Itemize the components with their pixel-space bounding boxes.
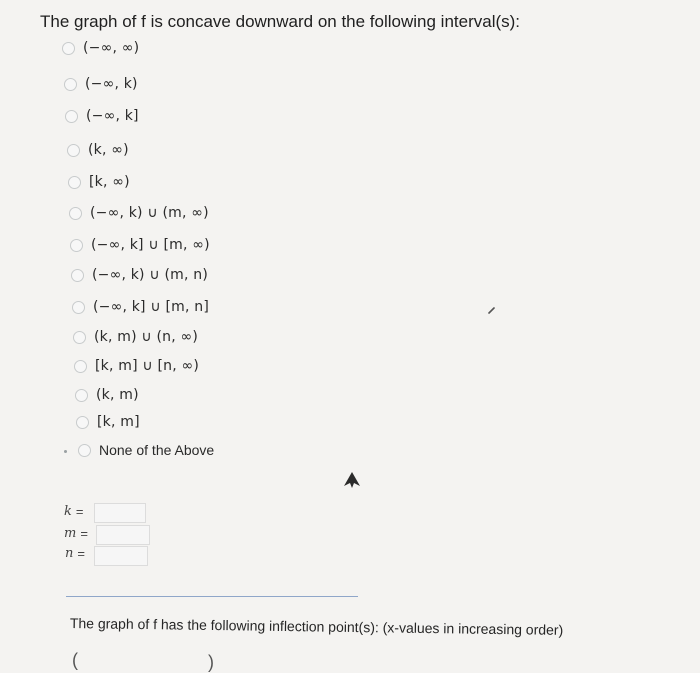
- section-divider: [66, 596, 358, 597]
- option-13[interactable]: [76, 414, 140, 430]
- radio-button[interactable]: [72, 301, 85, 314]
- radio-button[interactable]: [75, 389, 88, 402]
- m-input[interactable]: [96, 525, 150, 545]
- option-label: [k, m]: [97, 414, 140, 430]
- radio-button[interactable]: [64, 78, 77, 91]
- option-label: (−∞, k): [85, 76, 138, 92]
- option-label: (−∞, k] ∪ [m, ∞): [91, 237, 210, 253]
- radio-button[interactable]: [71, 269, 84, 282]
- radio-button[interactable]: [70, 239, 83, 252]
- option-6[interactable]: [69, 205, 209, 221]
- option-2[interactable]: [64, 76, 138, 92]
- open-paren: (: [72, 650, 78, 670]
- option-label: (−∞, k) ∪ (m, ∞): [90, 205, 209, 221]
- option-12[interactable]: [75, 387, 139, 403]
- radio-button[interactable]: [69, 207, 82, 220]
- option-1[interactable]: [62, 40, 139, 56]
- n-input[interactable]: [94, 546, 148, 566]
- n-row: [65, 546, 85, 561]
- radio-button[interactable]: [76, 416, 89, 429]
- radio-button[interactable]: [73, 331, 86, 344]
- k-equals: =: [75, 504, 84, 519]
- option-5[interactable]: [68, 174, 130, 190]
- option-9[interactable]: [72, 299, 209, 315]
- option-3[interactable]: [65, 108, 139, 124]
- option-4[interactable]: [67, 142, 129, 158]
- radio-button[interactable]: [74, 360, 87, 373]
- stray-mark: [488, 306, 496, 314]
- radio-button[interactable]: [78, 444, 91, 457]
- option-label: (−∞, ∞): [83, 40, 140, 56]
- radio-button[interactable]: [68, 176, 81, 189]
- option-7[interactable]: [70, 237, 210, 253]
- radio-button[interactable]: [62, 42, 75, 55]
- question2-title: [70, 615, 564, 638]
- question-title-text: The graph of f is concave downward on the following interval(s):: [40, 12, 521, 31]
- question2-title-text: The graph of f has the following inflection point(s): (x-values in increasing order): [69, 615, 564, 638]
- option-14[interactable]: [78, 442, 214, 458]
- option-label: (−∞, k]: [86, 108, 139, 124]
- n-equals: =: [77, 546, 85, 561]
- option-11[interactable]: [74, 358, 199, 374]
- m-label: m: [64, 526, 77, 541]
- option-label: [k, ∞): [89, 174, 130, 190]
- option-label: (k, ∞): [88, 142, 129, 158]
- mouse-pointer-icon: [343, 471, 361, 489]
- option-label: (k, m) ∪ (n, ∞): [94, 329, 199, 345]
- k-label: k: [64, 504, 72, 519]
- radio-button[interactable]: [65, 110, 78, 123]
- k-input[interactable]: [94, 503, 146, 523]
- stray-dot: [64, 450, 67, 453]
- radio-button[interactable]: [67, 144, 80, 157]
- option-label: (k, m): [96, 387, 139, 403]
- n-label: n: [65, 546, 74, 561]
- option-label: [k, m] ∪ [n, ∞): [95, 358, 200, 374]
- option-label: None of the Above: [99, 442, 215, 458]
- option-label: (−∞, k) ∪ (m, n): [92, 267, 209, 283]
- option-10[interactable]: [73, 329, 198, 345]
- m-equals: =: [80, 526, 88, 541]
- close-paren: ): [208, 652, 214, 672]
- m-row: [64, 526, 88, 541]
- option-label: (−∞, k] ∪ [m, n]: [93, 299, 210, 315]
- option-8[interactable]: [71, 267, 208, 283]
- k-row: [64, 504, 83, 519]
